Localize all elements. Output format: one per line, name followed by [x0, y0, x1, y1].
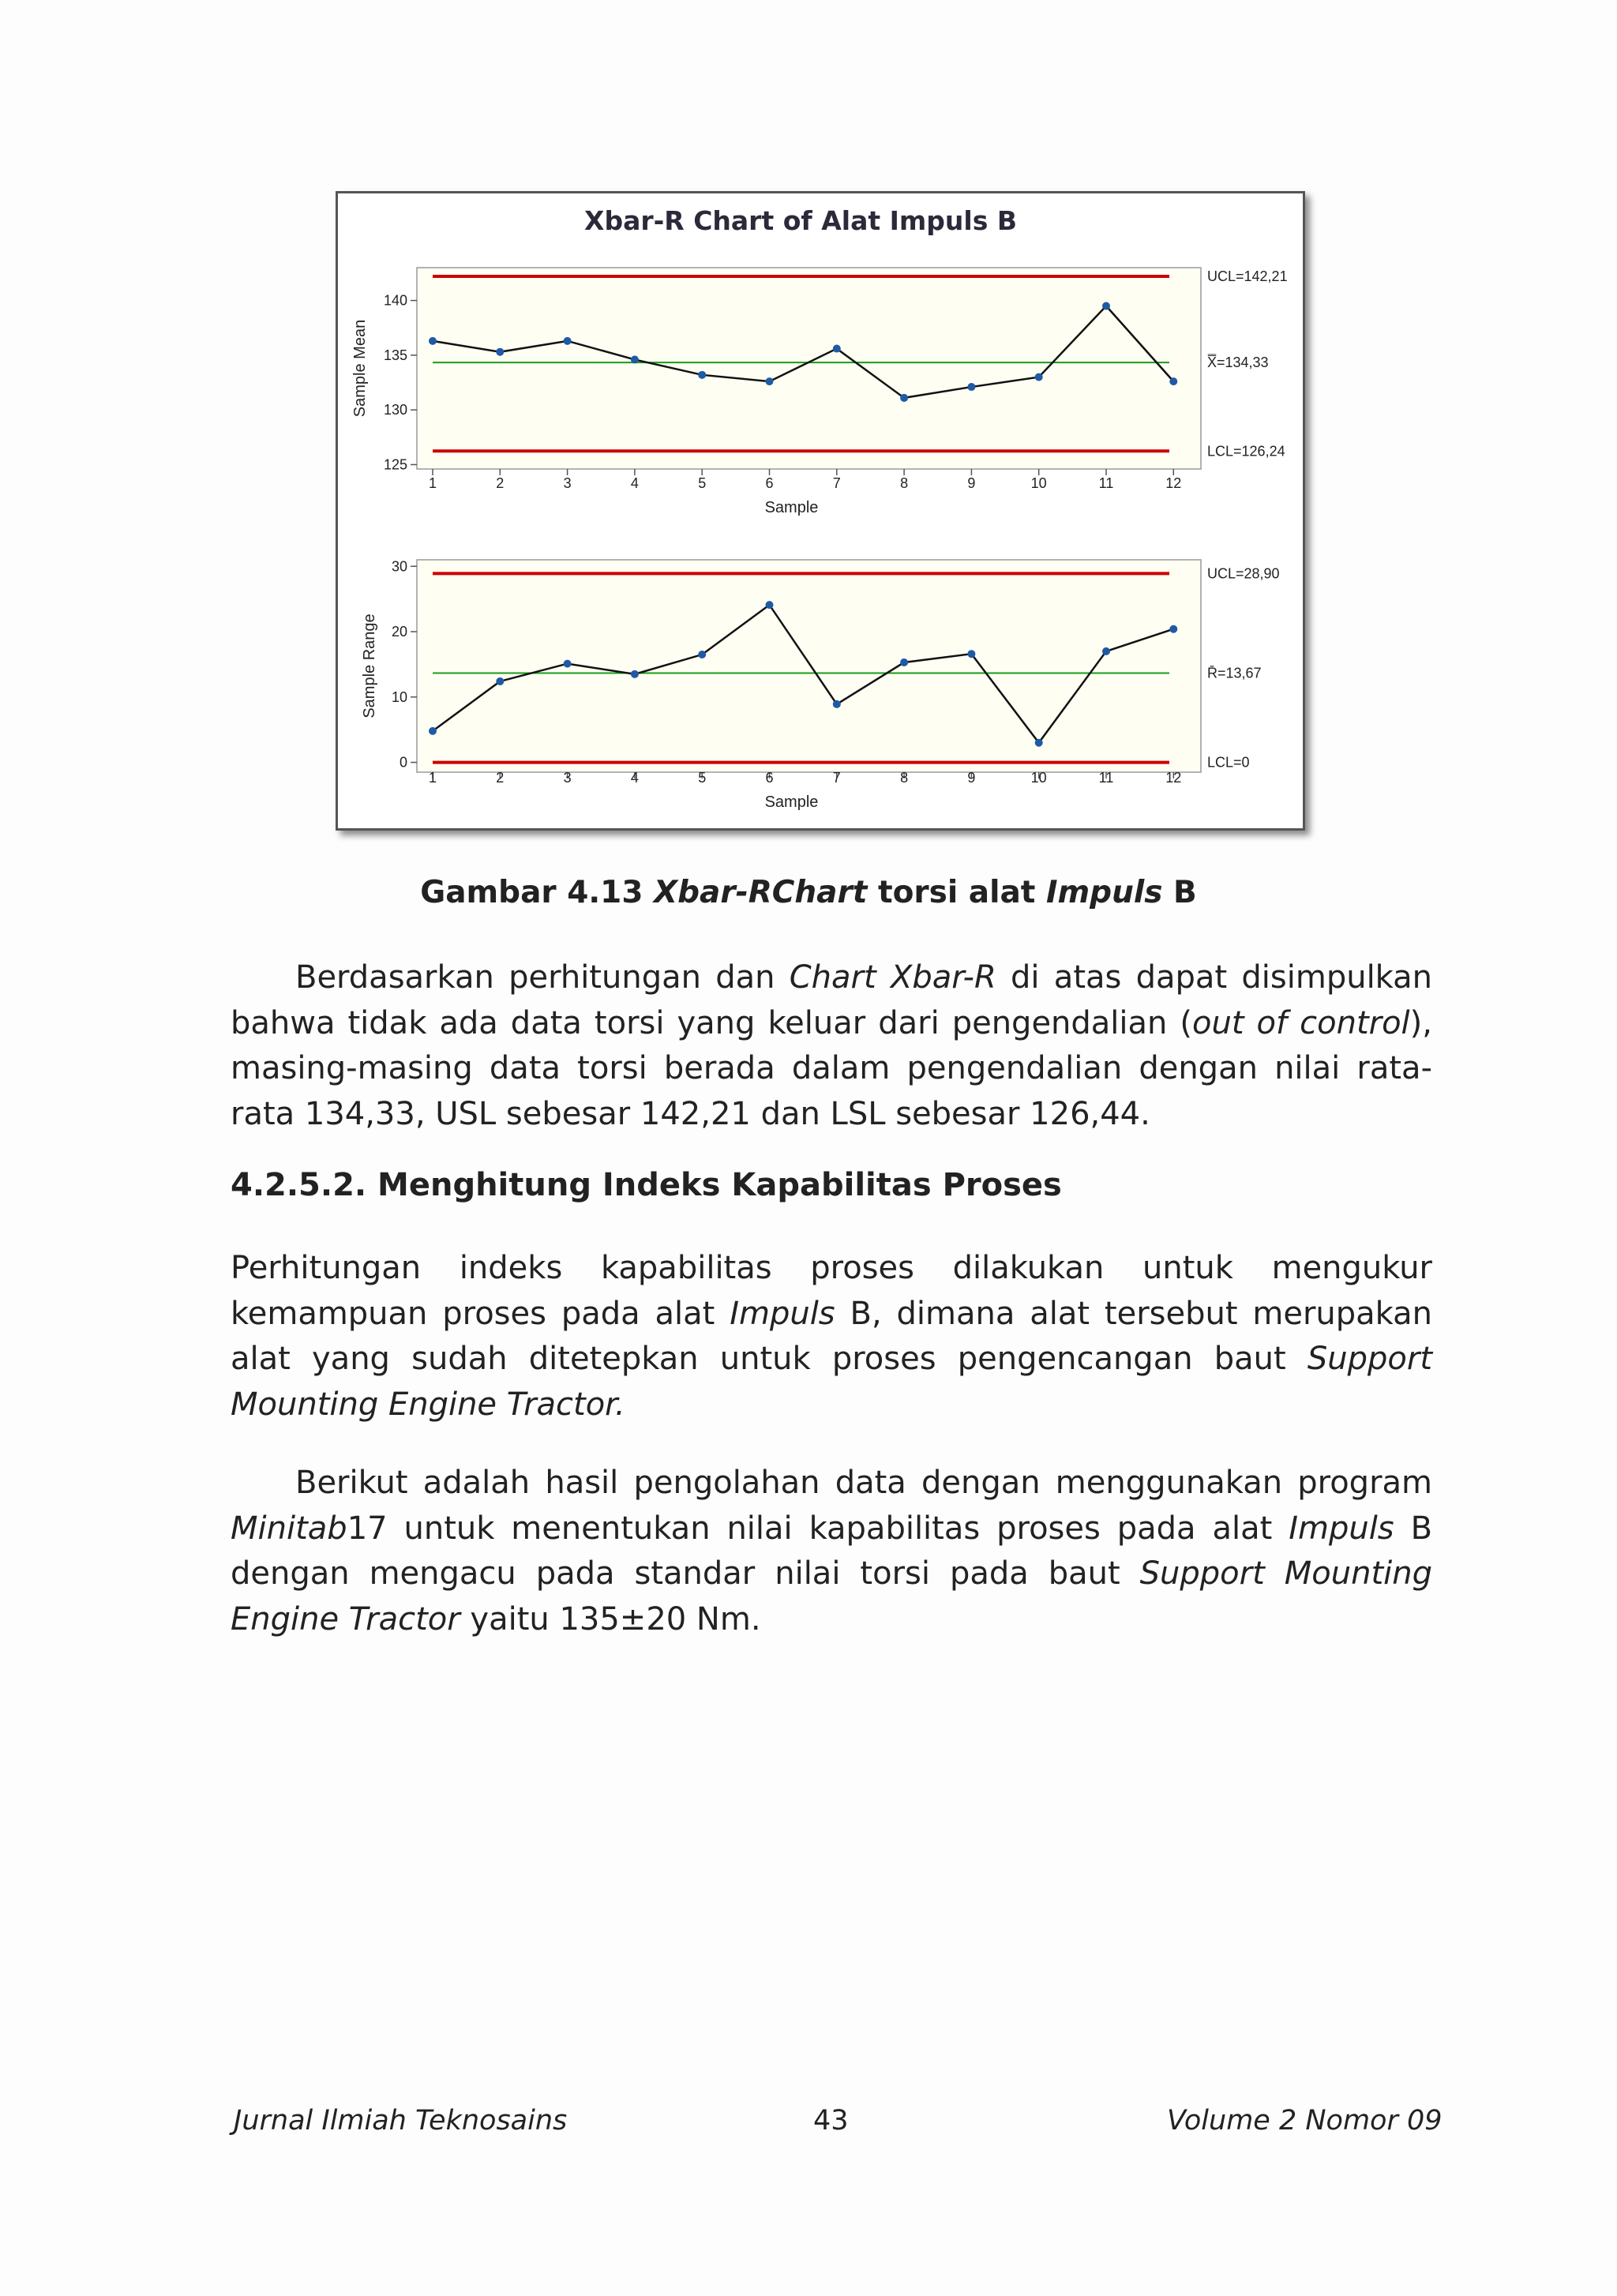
xbar-y-tick-label: 130: [383, 402, 407, 418]
range-data-point: [1102, 647, 1110, 655]
range-data-point: [564, 660, 572, 668]
range-data-point: [833, 700, 841, 708]
xbar-x-tick-label: 9: [967, 475, 976, 491]
xbar-r-chart: [338, 193, 1303, 828]
footer-journal: Jurnal Ilmiah Teknosains: [234, 2105, 568, 2137]
range-data-point: [496, 677, 504, 685]
xbar-x-tick-label: 3: [563, 475, 572, 491]
para2-italic-1: Impuls: [730, 1295, 835, 1332]
para2-text-1: Perhitungan indeks kapabilitas proses dilakukan untuk mengukur kemampuan proses pada alat: [231, 1250, 1432, 1332]
range-x-tick-label: 7: [832, 770, 841, 786]
chart-title: Xbar-R Chart of Alat Impuls B: [584, 205, 1017, 236]
xbar-data-point: [698, 371, 706, 379]
range-x-tick-label: 10: [1030, 770, 1047, 786]
para3-text-3: B dengan mengacu pada standar nilai torsi pada baut: [231, 1510, 1433, 1592]
range-x-tick-label: 5: [698, 770, 707, 786]
range-data-point: [900, 658, 908, 666]
xbar-data-point: [564, 337, 572, 345]
range-data-point: [1035, 739, 1043, 747]
range-x-tick-label: 4: [630, 770, 639, 786]
xbar-lcl-label: LCL=126,24: [1207, 443, 1285, 460]
xbar-data-point: [1102, 302, 1110, 310]
range-x-axis-title: Sample: [764, 793, 819, 811]
range-x-tick-label: 9: [967, 770, 976, 786]
paragraph-minitab: [231, 1461, 1432, 1642]
xbar-data-point: [1169, 377, 1177, 385]
xbar-data-point: [496, 348, 504, 356]
range-ucl-label: UCL=28,90: [1207, 565, 1280, 582]
range-center-label: R̄=13,67: [1207, 665, 1262, 681]
xbar-y-axis-title: Sample Mean: [351, 319, 369, 418]
xbar-y-tick-label: 140: [383, 292, 407, 309]
xbar-x-tick-label: 8: [900, 475, 909, 491]
xbar-data-point: [766, 377, 774, 385]
range-y-tick-label: 30: [391, 558, 407, 575]
xbar-x-tick-label: 10: [1030, 475, 1047, 491]
section-heading: 4.2.5.2. Menghitung Indeks Kapabilitas Proses: [231, 1167, 1062, 1203]
xbar-data-point: [1035, 373, 1043, 381]
xbar-plot-area: [417, 268, 1201, 469]
caption-italic-impuls: Impuls: [1046, 875, 1163, 910]
xbar-x-axis-title: Sample: [764, 499, 819, 516]
range-plot-area: [417, 560, 1201, 772]
xbar-x-tick-label: 6: [765, 475, 774, 491]
xbar-data-point: [429, 337, 437, 345]
range-data-point: [1169, 625, 1177, 633]
caption-suffix: B: [1162, 875, 1197, 910]
para3-text-1: Berikut adalah hasil pengolahan data dengan menggunakan program: [295, 1465, 1432, 1501]
range-lcl-label: LCL=0: [1207, 754, 1250, 771]
para3-italic-1: Minitab: [231, 1510, 347, 1547]
para3-italic-3: Support Mounting Engine Tractor: [231, 1555, 1432, 1638]
para3-text-4: yaitu 135±20 Nm.: [460, 1600, 761, 1638]
xbar-x-tick-label: 11: [1098, 475, 1114, 491]
range-x-tick-label: 6: [765, 770, 774, 786]
para1-text-2: di atas dapat disimpulkan bahwa tidak ada data torsi yang keluar dari pengendalian (: [231, 959, 1432, 1041]
footer-page-number: 43: [813, 2105, 849, 2137]
para2-text-2: B, dimana alat tersebut merupakan alat yang sudah ditetepkan untuk proses pengencangan baut: [231, 1295, 1432, 1377]
para1-italic-1: Chart Xbar-R: [789, 959, 996, 996]
range-data-point: [698, 651, 706, 658]
xbar-x-tick-label: 7: [832, 475, 841, 491]
xbar-x-tick-label: 5: [698, 475, 707, 491]
xbar-x-tick-label: 12: [1165, 475, 1182, 491]
para1-italic-2: out of control: [1192, 1004, 1410, 1041]
xbar-y-tick-label: 125: [383, 456, 407, 473]
xbar-data-point: [631, 355, 639, 363]
paragraph-conclusion: [231, 955, 1432, 1137]
range-data-point: [967, 650, 975, 658]
range-x-tick-label: 3: [563, 770, 572, 786]
xbar-x-tick-label: 4: [630, 475, 639, 491]
para3-italic-2: Impuls: [1289, 1510, 1394, 1547]
range-x-tick-label: 11: [1098, 770, 1114, 786]
range-y-tick-label: 10: [391, 688, 407, 705]
range-data-point: [631, 670, 639, 678]
para3-text-2: 17 untuk menentukan nilai kapabilitas proses pada alat: [347, 1510, 1289, 1547]
xbar-ucl-label: UCL=142,21: [1207, 268, 1288, 284]
range-data-point: [429, 727, 437, 735]
xbar-x-tick-label: 1: [428, 475, 437, 491]
range-x-tick-label: 8: [900, 770, 909, 786]
xbar-center-label: X̿=134,33: [1207, 355, 1269, 371]
para2-italic-2: Support Mounting Engine Tractor.: [231, 1341, 1432, 1423]
range-x-tick-label: 2: [496, 770, 505, 786]
range-y-tick-label: 0: [399, 754, 407, 771]
chart-figure: [336, 191, 1305, 831]
xbar-data-point: [900, 394, 908, 402]
para1-text-3: ), masing-masing data torsi berada dalam pengendalian dengan nilai rata-rata 134,33, USL sebesar 142,21 dan LSL sebesar 126,44.: [231, 1004, 1432, 1132]
xbar-data-point: [967, 383, 975, 391]
xbar-data-point: [833, 345, 841, 353]
range-x-tick-label: 1: [428, 770, 437, 786]
range-y-tick-label: 20: [391, 624, 407, 640]
footer-volume: Volume 2 Nomor 09: [1167, 2105, 1443, 2137]
xbar-y-tick-label: 135: [383, 347, 407, 363]
range-x-tick-label: 12: [1165, 770, 1182, 786]
para1-text-1: Berdasarkan perhitungan dan: [295, 959, 790, 996]
paragraph-capability: [231, 1246, 1432, 1427]
xbar-x-tick-label: 2: [496, 475, 505, 491]
figure-caption: [0, 875, 1617, 910]
caption-prefix: Gambar 4.13: [420, 875, 655, 910]
caption-middle: torsi alat: [867, 875, 1047, 910]
range-y-axis-title: Sample Range: [361, 613, 378, 718]
range-data-point: [766, 601, 774, 609]
caption-italic-chart: Xbar-RChart: [654, 875, 868, 910]
